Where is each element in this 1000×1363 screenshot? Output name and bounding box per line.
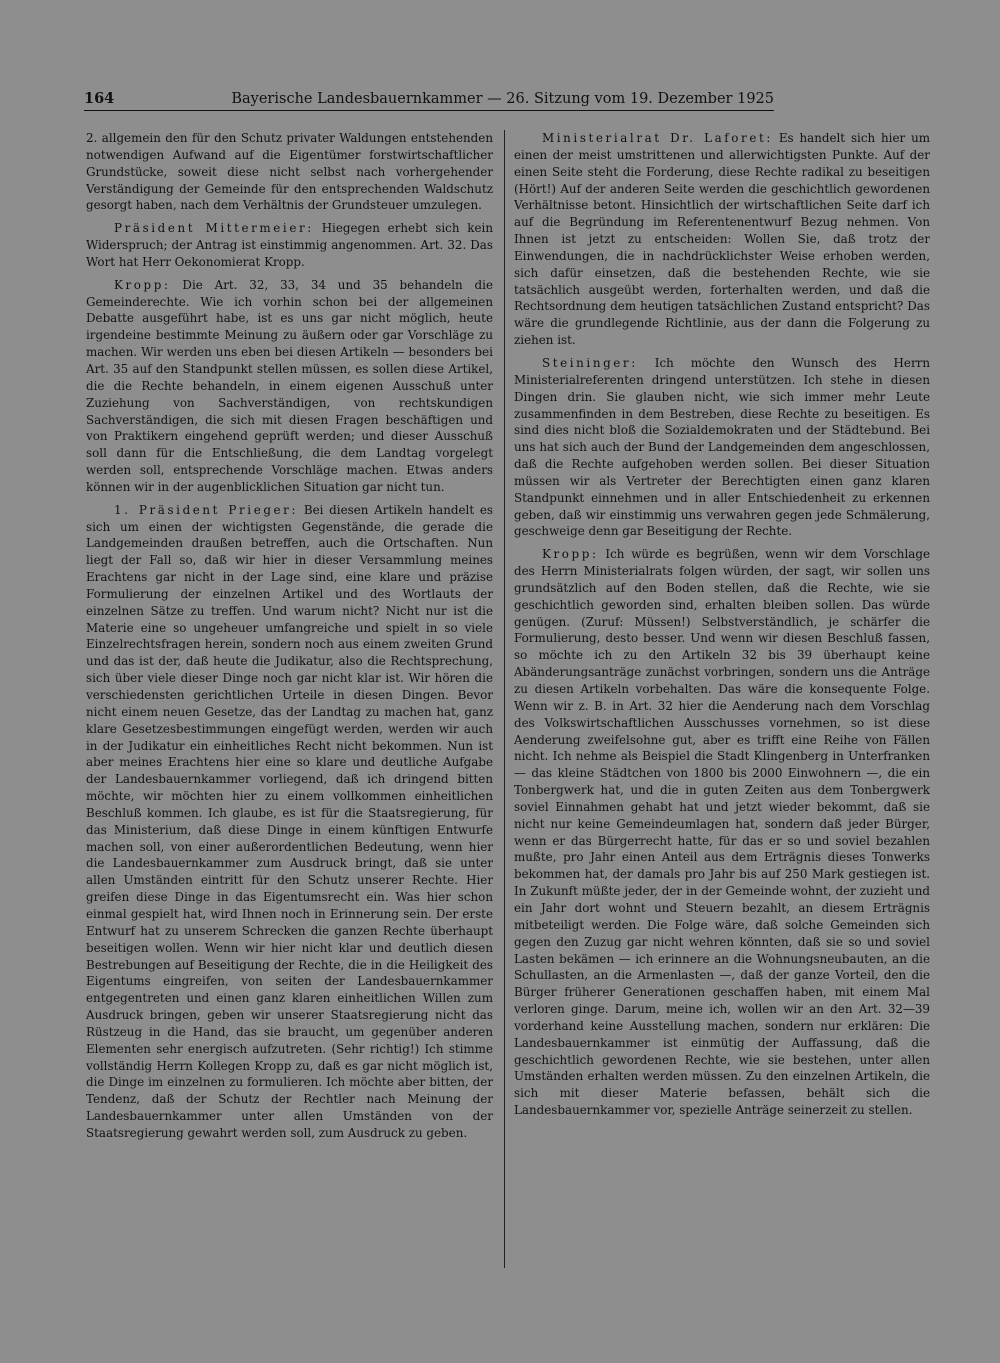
paragraph — [514, 355, 930, 540]
column-divider — [504, 130, 505, 1268]
speaker-name: Ministerialrat Dr. Laforet: — [542, 131, 773, 145]
paragraph — [86, 220, 493, 271]
paragraph — [514, 130, 930, 349]
speaker-name: Kropp: — [114, 277, 171, 292]
speaker-name: Präsident Mittermeier: — [114, 221, 314, 236]
paragraph — [86, 277, 493, 496]
paragraph — [514, 546, 930, 1119]
speaker-name: 1. Präsident Prieger: — [114, 502, 299, 517]
paragraph-text: Bei diesen Artikeln handelt es sich um einen der wichtigsten Gegenstände, die gerade die Landgemeinden draußen betreffen, auch die Ortschaften. Nun liegt der Fall so, daß wir hier in dieser Versammlung meines Erachtens gar nicht in der Lage sind, eine klare und präzise Formulierung der einzelnen Artikel und des Wortlauts der einzelnen Sätze zu treffen. Und warum nicht? Nicht nur ist die Materie eine so ungeheuer umfangreiche und spielt in so viele Einzelrechtsfragen herein, sondern noch aus einem zweiten Grund und das ist der, daß heute die Judikatur, also die Rechtsprechung, sich über viele dieser Dinge noch gar nicht klar ist. Wir hören die verschiedensten gerichtlichen Urteile in diesen Dingen. Bevor nicht einem neuen Gesetze, das der Landtag zu machen hat, ganz klare Gesetzesbestimmungen eingefügt werden, werden wir auch in der Judikatur ein einheitliches Recht nicht bekommen. Nun ist aber meines Erachtens hier eine so klare und deutliche Aufgabe der Landesbauernkammer vorliegend, daß ich dringend bitten möchte, wir möchten hier zu einem vollkommen einheitlichen Beschluß kommen. Ich glaube, es ist für die Staatsregierung, für das Ministerium, daß diese Dinge in einem künftigen Entwurfe machen soll, von einer außerordentlichen Bedeutung, wenn hier die Landesbauernkammer zum Ausdruck bringt, daß sie unter allen Umständen eintritt für den Schutz unserer Rechte. Hier greifen diese Dinge in das Eigentumsrecht ein. Was hier schon einmal gespielt hat, wird Ihnen noch in Erinnerung sein. Der erste Entwurf hat zu unserem Schrecken die ganzen Rechte überhaupt beseitigen wollen. Wenn wir hier nicht klar und deutlich diesen Bestrebungen auf Beseitigung der Rechte, die in die Heiligkeit des Eigentums eingreifen, von seiten der Landesbauernkammer entgegentreten und einen ganz klaren einheitlichen Willen zum Ausdruck bringen, geben wir unserer Staatsregierung nicht das Rüstzeug in die Hand, das sie braucht, um gegenüber anderen Elementen sehr energisch aufzutreten. (Sehr richtig!) Ich stimme vollständig Herrn Kollegen Kropp zu, daß es gar nicht möglich ist, die Dinge im einzelnen zu formulieren. Ich möchte aber bitten, der Tendenz, daß der Schutz der Rechtler nach Meinung der Landesbauernkammer unter allen Umständen von der Staatsregierung gewahrt werden soll, zum Ausdruck zu geben. — [86, 502, 493, 1140]
paragraph-text: Es handelt sich hier um einen der meist umstrittenen und allerwichtigsten Punkte. Auf der einen Seite steht die Forderung, diese Rechte radikal zu beseitigen (Hört!) Auf der anderen Seite werden die geschichtlich gewordenen Verhältnisse betont. Hinsichtlich der wirtschaftlichen Seite darf ich auf die Begründung im Referentenentwurf Bezug nehmen. Von Ihnen ist jetzt zu entscheiden: Wollen Sie, daß trotz der Einwendungen, die in nachdrücklichster Weise erhoben werden, sich dafür einsetzen, daß die bestehenden Rechte, wie sie tatsächlich ausgeübt werden, forterhalten werden, und daß die Rechtsordnung dem heutigen tatsächlichen Zustand entspricht? Das wäre die grundlegende Richtlinie, aus der dann die Folgerung zu ziehen ist. — [514, 131, 930, 348]
paragraph-text: Die Art. 32, 33, 34 und 35 behandeln die Gemeinderechte. Wie ich vorhin schon bei der allgemeinen Debatte ausgeführt habe, ist es uns gar nicht möglich, heute irgendeine bestimmte Meinung zu äußern oder gar Vorschläge zu machen. Wir werden uns eben bei diesen Artikeln — besonders bei Art. 35 auf den Standpunkt stellen müssen, es sollen diese Artikel, die die Rechte behandeln, in einem eigenen Ausschuß unter Zuziehung von Sachverständigen, von rechtskundigen Sachverständigen, die sich mit diesen Fragen beschäftigen und von Praktikern eingehend geprüft werden; und dieser Ausschuß soll dann für die Entschließung, die dem Landtag vorgelegt werden soll, entsprechende Vorschläge machen. Etwas anders können wir in der augenblicklichen Situation gar nicht tun. — [86, 277, 493, 494]
running-title: Bayerische Landesbauernkammer — 26. Sitzung vom 19. Dezember 1925 — [231, 91, 774, 107]
page-number: 164 — [84, 90, 115, 107]
right-column — [514, 130, 930, 1275]
paragraph-text: Ich möchte den Wunsch des Herrn Ministerialreferenten dringend unterstützen. Ich stehe in diesen Dingen drin. Sie glauben nicht, wie sich immer mehr Leute zusammenfinden in dem Bestreben, diese Rechte zu beseitigen. Es sind dies nicht bloß die Sozialdemokraten und der Städtebund. Bei uns hat sich auch der Bund der Landgemeinden dem angeschlossen, daß die Rechte aufgehoben werden sollen. Bei dieser Situation müssen wir als Vertreter der Berechtigten einen ganz klaren Standpunkt einnehmen und in aller Entschiedenheit zu erkennen geben, daß wir einstimmig uns verwahren gegen jede Schmälerung, geschweige denn gar Beseitigung der Rechte. — [514, 355, 930, 539]
page-header — [84, 90, 774, 111]
speaker-name: Kropp: — [542, 547, 599, 562]
paragraph — [86, 130, 493, 214]
paragraph-text: Hiegegen erhebt sich kein Widerspruch; der Antrag ist einstimmig angenommen. Art. 32. Das Wort hat Herr Oekonomierat Kropp. — [86, 221, 493, 269]
left-column — [86, 130, 493, 1275]
paragraph — [86, 502, 493, 1142]
paragraph-text: Ich würde es begrüßen, wenn wir dem Vorschlage des Herrn Ministerialrats folgen würden, der sagt, wir sollen uns grundsätzlich auf den Boden stellen, daß die Rechte, wie sie geschichtlich geworden sind, erhalten bleiben sollen. Das würde genügen. (Zuruf: Müssen!) Selbstverständlich, je schärfer die Formulierung, desto besser. Und wenn wir diesen Beschluß fassen, so möchte ich zu den Artikeln 32 bis 39 überhaupt keine Abänderungsanträge zunächst vorbringen, sondern uns die Anträge zu diesen Artikeln vorbehalten. Das wäre die konsequente Folge. Wenn wir z. B. in Art. 32 hier die Aenderung nach dem Vorschlag des Volkswirtschaftlichen Ausschusses vornehmen, so ist diese Aenderung zweifelsohne gut, aber es trifft eine Reihe von Fällen nicht. Ich nehme als Beispiel die Stadt Klingenberg in Unterfranken — das kleine Städtchen von 1800 bis 2000 Einwohnern —, die ein Tonbergwerk hat, und die in guten Zeiten aus dem Tonbergwerk soviel Einnahmen gehabt hat und jetzt wieder bekommt, daß sie nicht nur keine Gemeindeumlagen hat, sondern daß jeder Bürger, wenn er das Bürgerrecht hatte, für das er so und soviel bezahlen mußte, pro Jahr einen Anteil aus dem Erträgnis dieses Tonwerks bekommen hat, der damals pro Jahr bis auf 250 Mark gestiegen ist. In Zukunft müßte jeder, der in der Gemeinde wohnt, der zuzieht und ein Jahr dort wohnt und Steuern bezahlt, an diesem Erträgnis mitbeteiligt werden. Die Folge wäre, daß solche Gemeinden sich gegen den Zuzug gar nicht wehren könnten, daß sie so und soviel Lasten bekämen — ich erinnere an die Wohnungsneubauten, an die Schullasten, an die Armenlasten —, daß der ganze Vorteil, den die Bürger früherer Generationen geschaffen haben, mit einem Mal verloren ginge. Darum, meine ich, wollen wir an den Art. 32—39 vorderhand keine Ausstellung machen, sondern nur erklären: Die Landesbauernkammer ist einmütig der Auffassung, daß die geschichtlich gewordenen Rechte, wie sie bestehen, unter allen Umständen erhalten werden müssen. Zu den einzelnen Artikeln, die sich mit dieser Materie befassen, behält sich die Landesbauernkammer vor, spezielle Anträge seinerzeit zu stellen. — [514, 547, 930, 1118]
speaker-name: Steininger: — [542, 355, 638, 370]
paragraph-text: 2. allgemein den für den Schutz privater Waldungen entstehenden notwendigen Aufwand auf die Eigentümer forstwirtschaftlicher Grundstücke, soweit diese nicht selbst nach vorhergehender Verständigung der Gemeinde für den entsprechenden Waldschutz gesorgt haben, nach dem Verhältnis der Grundsteuer umzulegen. — [86, 131, 493, 213]
